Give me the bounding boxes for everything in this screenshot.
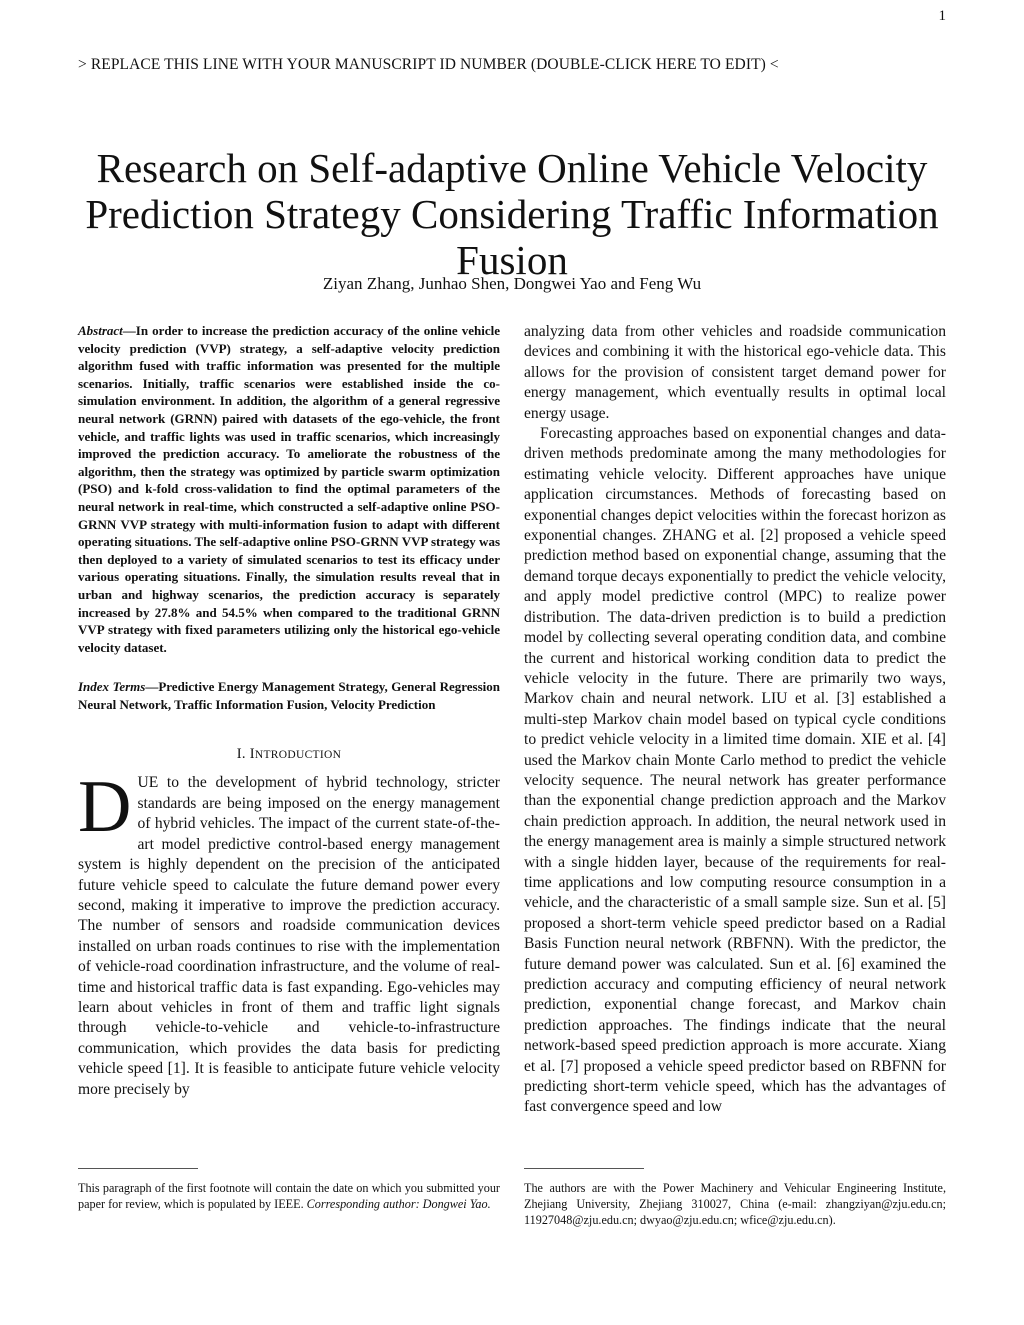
page-number: 1 — [938, 8, 946, 24]
paper-title: Research on Self-adaptive Online Vehicle Velocity Prediction Strategy Considering Traffic Information Fusion — [85, 145, 939, 284]
abstract-label: Abstract — [78, 323, 123, 338]
manuscript-id-header: > REPLACE THIS LINE WITH YOUR MANUSCRIPT ID NUMBER (DOUBLE-CLICK HERE TO EDIT) < — [78, 56, 779, 73]
footnote-left — [78, 1180, 500, 1212]
author-list: Ziyan Zhang, Junhao Shen, Dongwei Yao and Feng Wu — [322, 274, 702, 293]
index-terms-label: Index Terms — [78, 679, 146, 695]
drop-cap: D — [78, 766, 132, 849]
footnote-divider-right — [524, 1168, 644, 1169]
intro-paragraph-2: Forecasting approaches based on exponential changes and data-driven methods predominate among the many methodologies for estimating vehicle velocity. Different approaches have unique application circumstances. Methods of forecasting based on exponential changes depict velocities within the forecast horizon as exponential changes. ZHANG et al. [2] proposed a vehicle speed prediction method based on exponential change, assuming that the demand torque decays exponentially to predict the vehicle velocity, and apply model predictive control (MPC) to realize power distribution. The data-driven prediction is to build a prediction model by collecting several operating condition data, and combine the current and historical working condition data to predict the vehicle velocity in the future. There are primarily two ways, Markov chain and neural network. LIU et al. [3] established a multi-step Markov chain model based on typical cycle conditions to predict vehicle velocity in a limited time domain. XIE et al. [4] used the Markov chain Monte Carlo method to predict the vehicle velocity sequence. The neural network has greater performance than the exponential change prediction approach and the Markov chain prediction approach. In addition, the neural network used in the energy management area is mainly a simple structured network with a single hidden layer, because of the requirements for real-time applications and low computing resource consumption in a vehicle, and the characteristic of a small sample size. Sun et al. [5] proposed a short-term vehicle speed predictor based on a Radial Basis Function neural network (RBFNN). With the predictor, the future demand power was calculated. Sun et al. [6] examined the prediction accuracy and computing efficiency of neural network prediction, exponential change forecast, and Markov chain prediction approaches. The findings indicate that the neural network-based speed prediction approach is more accurate. Xiang et al. [7] proposed a vehicle speed predictor based on RBFNN for predicting short-term vehicle speed, which has the advantages of fast convergence speed and low — [524, 425, 946, 1116]
intro-paragraph-1-text: UE to the development of hybrid technology, stricter standards are being imposed on the energy management of hybrid vehicles. The impact of the current state-of-the-art model predictive control-based energy management system is highly dependent on the precision of the anticipated future vehicle speed to calculate the future demand power every second, making it imperative to improve the prediction accuracy. The number of sensors and roadside communication devices installed on urban roads continues to rise with the implementation of vehicle-road coordination infrastructure, and the volume of real-time and historical traffic data is fast expanding. Ego-vehicles may learn about vehicles in front of them and traffic light signals through vehicle-to-vehicle and vehicle-to-infrastructure communication, which provides the data basis for predicting vehicle speed [1]. It is feasible to anticipate future vehicle velocity more precisely by — [78, 774, 500, 1098]
section-heading-introduction — [78, 746, 500, 763]
abstract-text: —In order to increase the prediction accuracy of the online vehicle velocity prediction (VVP) strategy, a self-adaptive velocity prediction algorithm fused with traffic information was presented for the multiple scenarios. Initially, traffic scenarios were established inside the co-simulation environment. In addition, the algorithm of a general regressive neural network (GRNN) paired with datasets of the ego-vehicle, the front vehicle, and traffic lights was used in traffic scenarios, which increasingly improved the prediction accuracy. To ameliorate the robustness of the algorithm, then the strategy was optimized by particle swarm optimization (PSO) and k-fold cross-validation to find the optimal parameters of the neural network in real-time, which constructed a self-adaptive online PSO-GRNN VVP strategy with multi-information fusion to adapt with different operating situations. The self-adaptive online PSO-GRNN VVP strategy was then deployed to a variety of simulated scenarios to test its efficacy under various operating situations. Finally, the simulation results reveal that in urban and highway scenarios, the prediction accuracy is separately increased by 27.8% and 54.5% when compared to the traditional GRNN VVP strategy with fixed parameters utilizing only the historical ego-vehicle velocity dataset. — [78, 323, 500, 655]
intro-paragraph-1 — [78, 766, 500, 1100]
right-column — [524, 322, 946, 1118]
footnote-left-text: This paragraph of the first footnote will contain the date on which you submitted your paper for review, which is populated by IEEE. — [78, 1181, 500, 1211]
section-heading-smallcaps: NTRODUCTION — [254, 749, 342, 762]
section-heading-numeral: I. I — [236, 746, 255, 763]
intro-paragraph-1-continued: analyzing data from other vehicles and roadside communication devices and combining it with the historical ego-vehicle data. This allows for the provision of consistent target demand power for energy management, which eventually results in optimal local energy usage. — [524, 323, 946, 422]
footnote-divider-left — [78, 1168, 198, 1169]
left-column — [78, 322, 500, 1100]
footnote-right: The authors are with the Power Machinery and Vehicular Engineering Institute, Zhejiang University, Zhejiang 310027, China (e-mail: zhangziyan@zju.edu.cn; 11927048@zju.edu.cn; dwyao@zju.edu.cn; wfice@zju.edu.cn). — [524, 1181, 946, 1227]
index-terms — [78, 678, 500, 713]
index-terms-text: —Predictive Energy Management Strategy, General Regression Neural Network, Traffic Information Fusion, Velocity Prediction — [78, 679, 500, 712]
abstract — [78, 322, 500, 656]
corresponding-author: Corresponding author: Dongwei Yao. — [306, 1197, 491, 1211]
